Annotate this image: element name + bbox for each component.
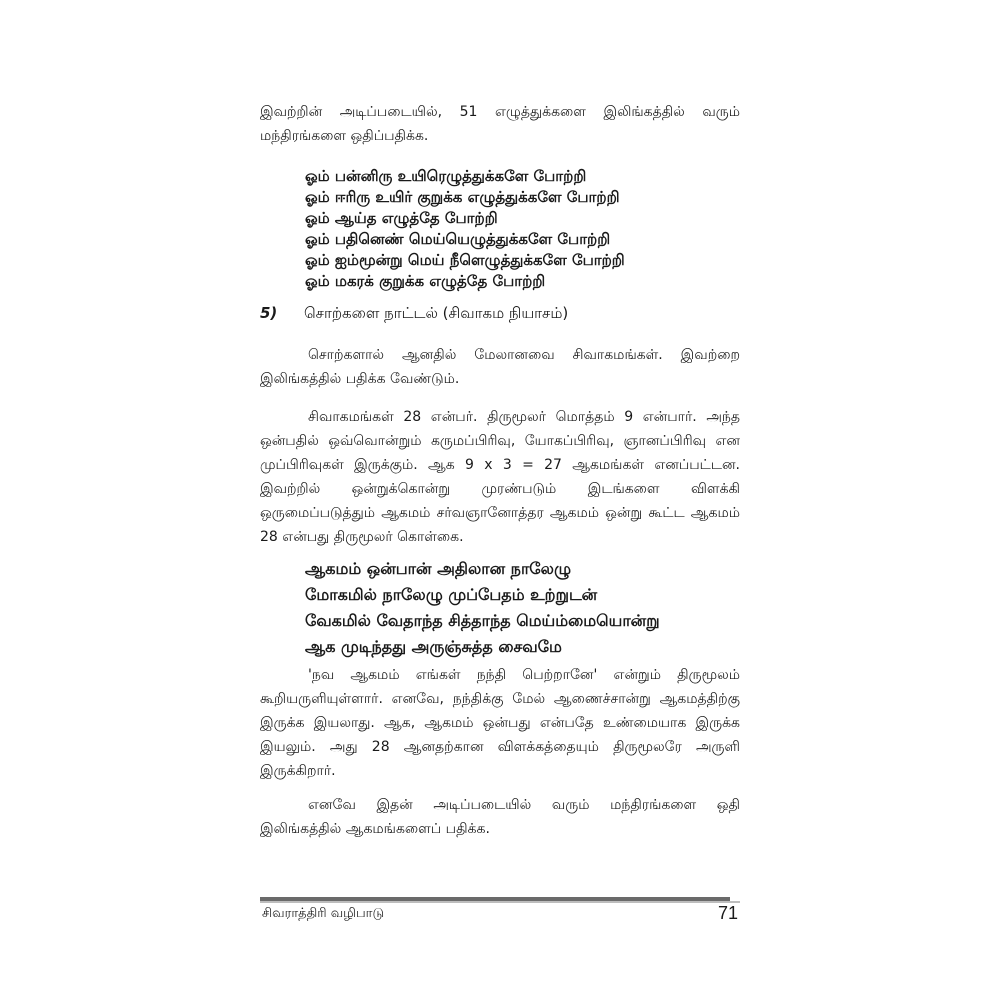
verse-line: ஓம் பதினெண் மெய்யெழுத்துக்களே போற்றி bbox=[305, 230, 611, 248]
verse-line: ஓம் மகரக் குறுக்க எழுத்தே போற்றி bbox=[305, 272, 546, 290]
paragraph-agama-count: சிவாகமங்கள் 28 என்பர். திருமூலர் மொத்தம் 9 என்பார். அந்த ஒன்பதில் ஒவ்வொன்றும் கருமப்பிரிவு, யோகப்பிரிவு, ஞானப்பிரிவு என முப்பிரிவுகள் இருக்கும். ஆக 9 x 3 = 27 ஆகமங்கள் எனப்பட்டன. இவற்றில் ஒன்றுக்கொன்று முரண்படும் இடங்களை விளக்கி ஒருமைப்படுத்தும் ஆகமம் சர்வஞானோத்தர ஆகமம் ஒன்று கூட்ட ஆகமம் 28 என்பது திருமூலர் கொள்கை. bbox=[260, 409, 740, 545]
verse-line: ஓம் ஆய்த எழுத்தே போற்றி bbox=[305, 209, 498, 227]
section-title: சொற்களை நாட்டல் (சிவாகம நியாசம்) bbox=[304, 304, 569, 322]
section-number: 5) bbox=[260, 304, 278, 322]
verse-line: வேகமில் வேதாந்த சித்தாந்த மெய்ம்மையொன்று bbox=[305, 611, 660, 630]
verse-line: ஓம் பன்னிரு உயிரெழுத்துக்களே போற்றி bbox=[305, 167, 587, 185]
tirumantiram-verse bbox=[305, 556, 725, 660]
verse-line: ஆகமம் ஒன்பான் அதிலான நாலேழு bbox=[305, 559, 572, 578]
mantra-verse bbox=[305, 166, 725, 292]
verse-line: ஓம் ஈரிரு உயிர் குறுக்க எழுத்துக்களே போற்றி bbox=[305, 188, 620, 206]
verse-line: ஓம் ஐம்மூன்று மெய் நீளெழுத்துக்களே போற்றி bbox=[305, 251, 625, 269]
paragraph-nandi: 'நவ ஆகமம் எங்கள் நந்தி பெற்றானே' என்றும் திருமூலம் கூறியருளியுள்ளார். எனவே, நந்திக்கு மேல் ஆணைச்சான்று ஆகமத்திற்கு இருக்க இயலாது. ஆக, ஆகமம் ஒன்பது என்பதே உண்மையாக இருக்க இயலும். அது 28 ஆனதற்கான விளக்கத்தையும் திருமூலரே அருளி இருக்கிறார். bbox=[260, 667, 740, 779]
footer-rule bbox=[260, 897, 740, 903]
verse-line: ஆக முடிந்தது அருஞ்சுத்த சைவமே bbox=[305, 637, 562, 656]
intro-paragraph: இவற்றின் அடிப்படையில், 51 எழுத்துக்களை இலிங்கத்தில் வரும் மந்திரங்களை ஒதிப்பதிக்க. bbox=[260, 104, 740, 144]
page-number: 71 bbox=[717, 903, 738, 923]
running-footer-title: சிவராத்திரி வழிபாடு bbox=[262, 906, 385, 921]
paragraph-conclusion: எனவே இதன் அடிப்படையில் வரும் மந்திரங்களை ஒதி இலிங்கத்தில் ஆகமங்களைப் பதிக்க. bbox=[260, 797, 740, 837]
section-heading bbox=[260, 302, 740, 324]
verse-line: மோகமில் நாலேழு முப்பேதம் உற்றுடன் bbox=[305, 585, 598, 604]
paragraph-agamas: சொற்களால் ஆனதில் மேலானவை சிவாகமங்கள். இவற்றை இலிங்கத்தில் பதிக்க வேண்டும். bbox=[260, 347, 740, 387]
